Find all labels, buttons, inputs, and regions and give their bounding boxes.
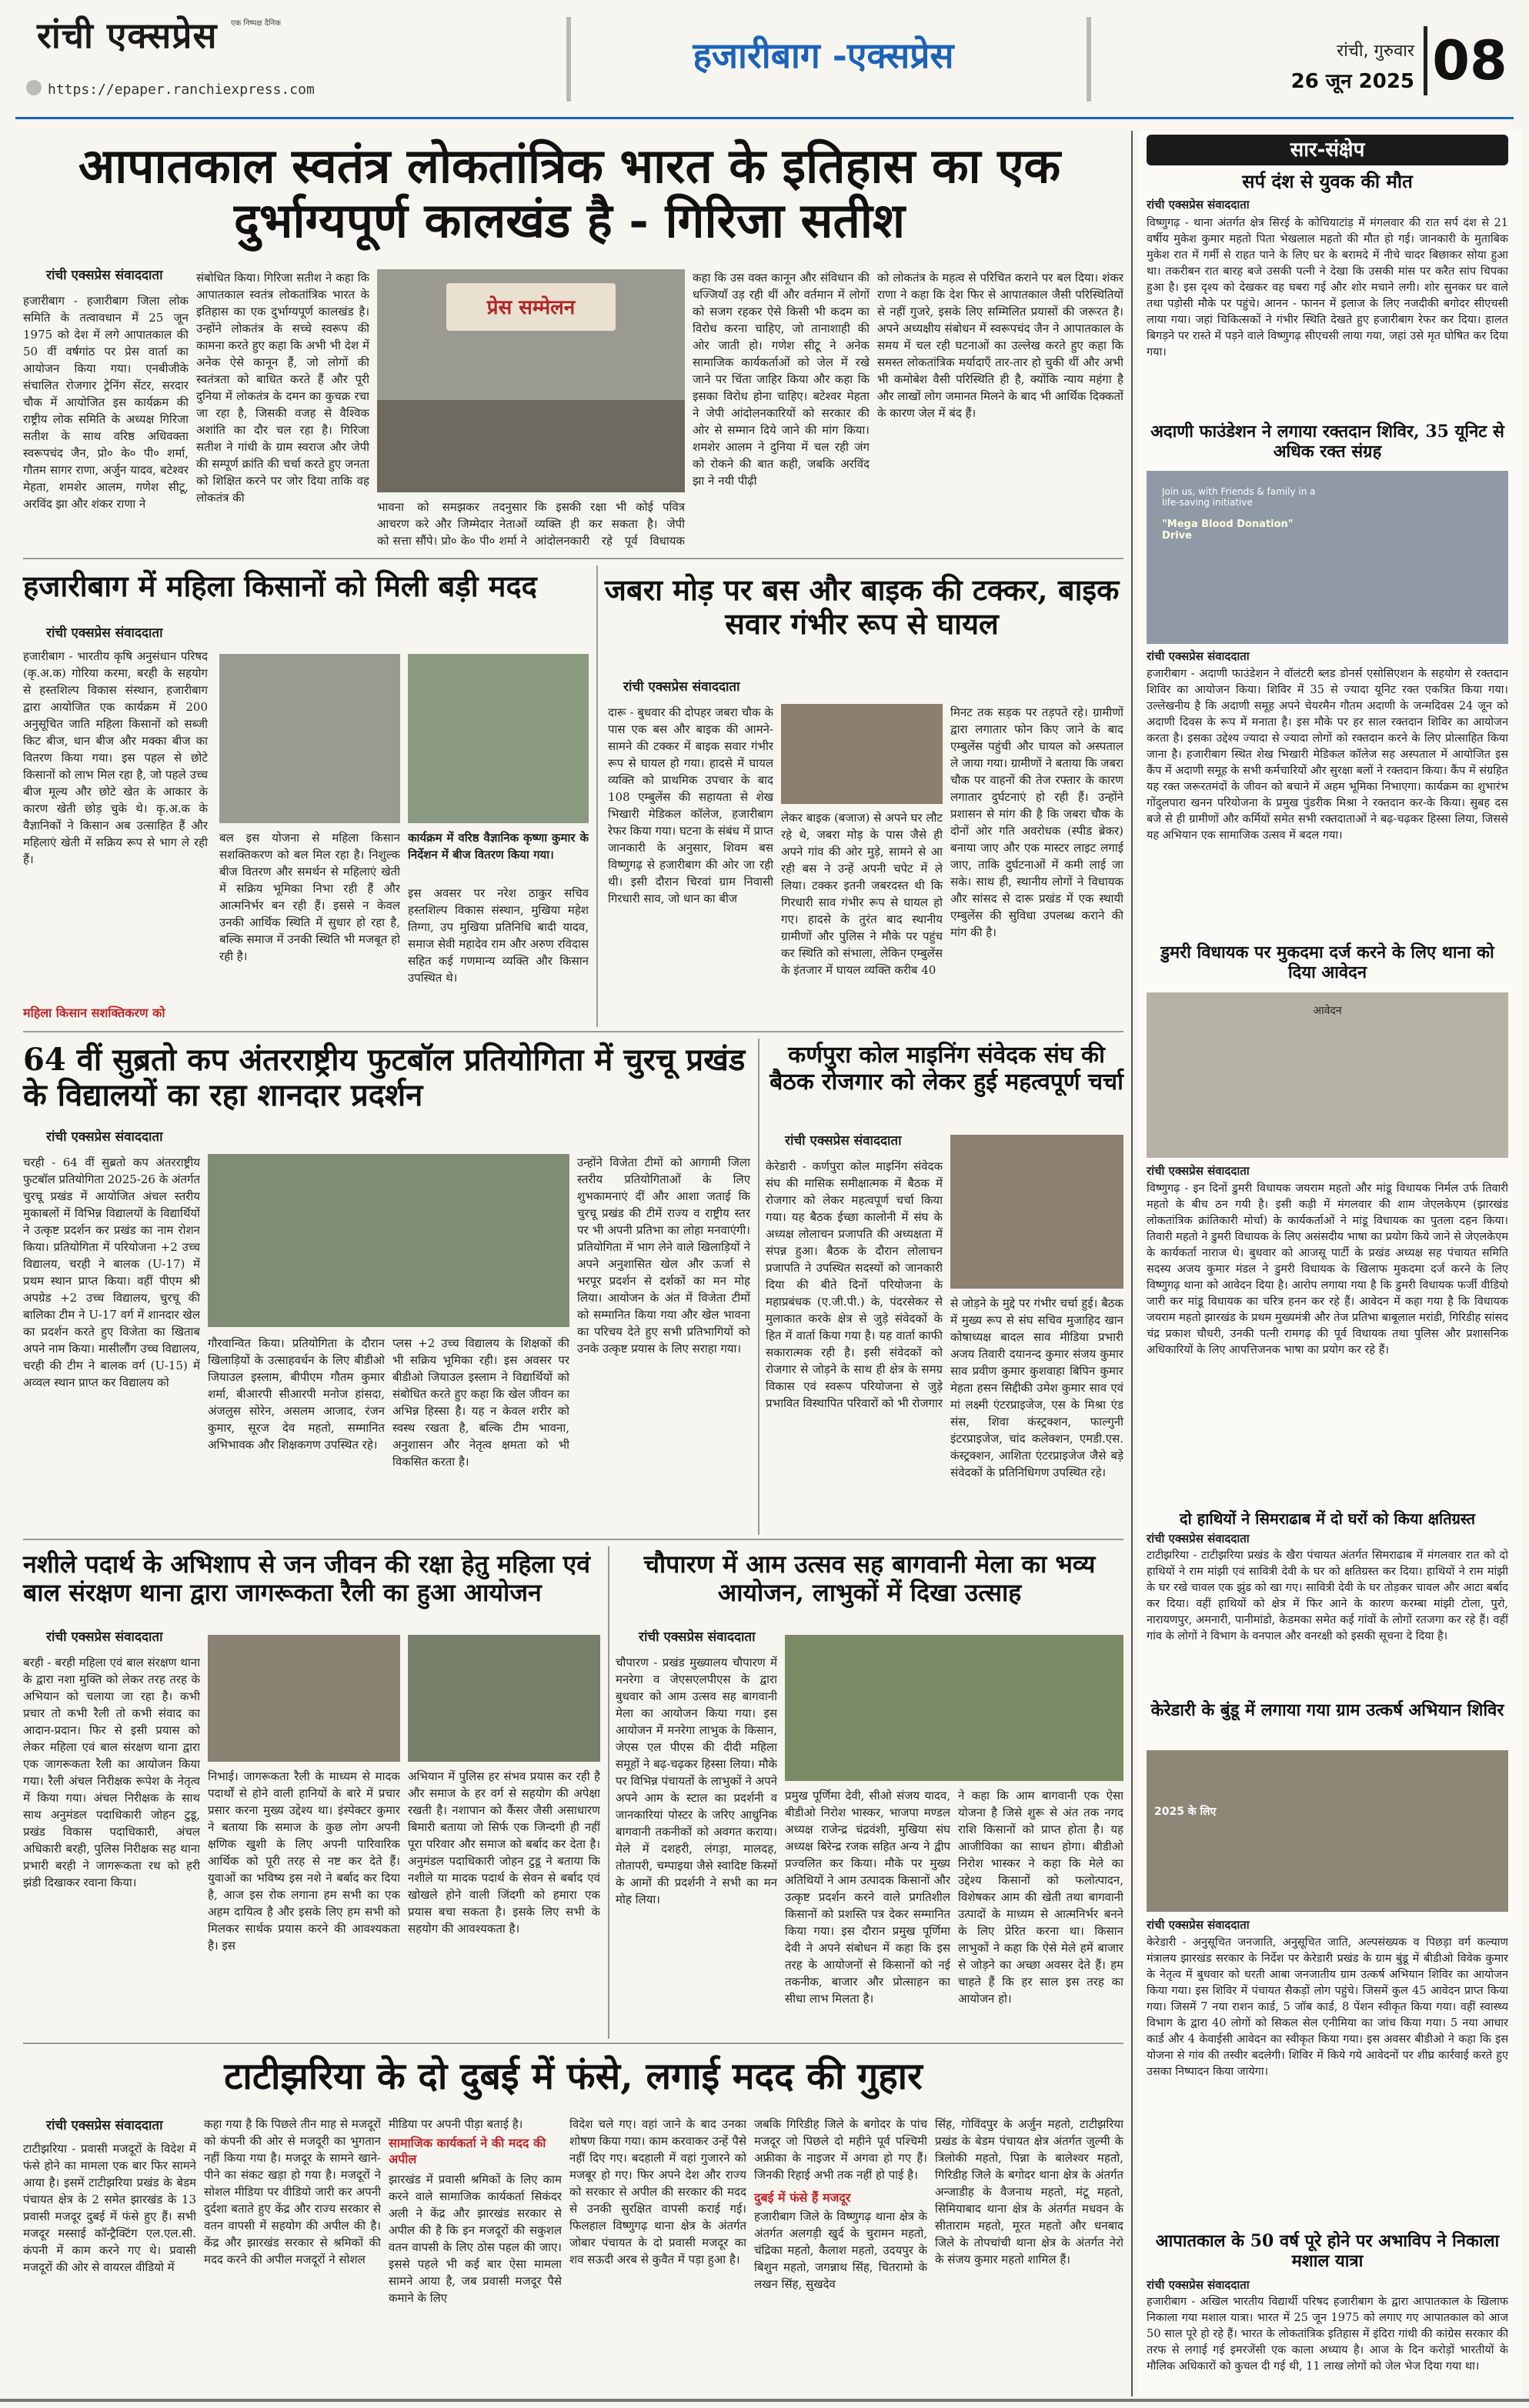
dubai-col-6: सिंह, गोविंदपुर के अर्जुन महतो, टाटीझरिया प्रखंड के बेडम पंचायत क्षेत्र अंतर्गत जुल्मी के त्रिलोकी महतो, पिन्ना के बालेश्वर महतो, गिरिडीह जिले के बगोदर थाना क्षेत्र के अंतर्गत अन्जाडीह के वैजनाथ महतो, मंटू महतो, सिमियाबाद थाना क्षेत्र के अंतर्गत मधवन के सीताराम महतो, मूरत महतो और धनबाद जिले के तोपचांची थाना क्षेत्र के अंतर्गत नेरो के संजय कुमार महतो शामिल हैं। <box>935 2117 1123 2266</box>
adani-body: हजारीबाग - अदाणी फाउंडेशन ने वॉलंटरी ब्लड डोनर्स एसोसिएशन के सहयोग से रक्तदान शिविर का आयोजन किया। शिविर में 35 से ज्यादा यूनिट रक्त एकत्रित किया गया। उल्लेखनीय है कि अदाणी समूह अपने चेयरमैन गौतम अदाणी के जन्मदिवस 24 जून को अदाणी दिवस के रूप में मनाता है। इस मौके पर हर साल रक्तदान शिविर का आयोजन करता है। इसका उद्देश्य ज्यादा से ज्यादा लोगों को रक्तदान करने के लिए प्रोत्साहित किया जाना है। हजारीबाग स्थित शेख भिखारी मेडिकल कॉलेज सह अस्पताल में आयोजित इस कैंप में अदाणी समूह के सभी कर्मचारियों और सुरक्षा बलों ने रक्तदान किया। कैंप में संग्रहित यह रक्त जरूरतमंदों के जीवन को बचाने में अहम भूमिका निभाएगा। कार्यक्रम का शुभारंभ गोंदुलपारा खनन परियोजना के प्रमुख पुंडरीक मिश्रा ने रक्तदान कर-के किया। सुबह दस बजे से ही ग्रामीणों और कर्मियों समेत सभी रक्तदाताओं ने बढ़-चढ़कर हिस्सा लिया, जिससे यह अभियान एक सामाजिक उत्सव में बदल गया। <box>1147 668 1508 842</box>
farmers-photo-1 <box>219 654 400 823</box>
coal-byline: रांची एक्सप्रेस संवाददाता <box>785 1133 902 1149</box>
farmers-photo-2 <box>408 654 589 823</box>
farmers-col-2: बल इस योजना से महिला किसान सशक्तिकरण को बल मिल रहा है। निशुल्क बीज वितरण और समर्थन से महिलाएं खेती में सक्रिय भूमिका निभा रही हैं और आत्मनिर्भर बन रही हैं। इससे न केवल उनकी आर्थिक स्थिति में सुधार हो रहा है, बल्कि समाज में उनकी स्थिति भी मजबूत हो रही है। <box>219 831 400 963</box>
dubai-col-3: मीडिया पर अपनी पीड़ा बताई है। <box>389 2117 523 2131</box>
mela-col-1: चौपारण - प्रखंड मुख्यालय चौपारण में मनरेगा व जेएसएलपीएस के द्वारा बुधवार को आम उत्सव सह बागवानी मेला का आयोजन किया गया। इस आयोजन में मनरेगा लाभुक के किसान, जेएस एल पीएस की दीदी महिला समूहों ने बढ़-चढ़कर हिस्सा लिया। मौके पर विभिन्न पंचायतों के लाभुकों ने अपने अपने आम के स्टाल का प्रदर्शनी व जानकारियां पोस्टर के जरिए आधुनिक बागवानी तकनीकों को अवगत कराया। मेले में दशहरी, लंगड़ा, मालदह, तोतापरी, चम्पाइया जैसे स्वादिष्ट किस्मों के आमों की प्रदर्शनी ने सभी का मन मोह लिया। <box>616 1656 777 1906</box>
farmers-col-1: हजारीबाग - भारतीय कृषि अनुसंधान परिषद (कृ.अ.क) गोरिया करमा, बरही के सहयोग से हस्तशिल्प विकास संस्थान, हजारीबाग द्वारा आयोजित एक कार्यक्रम में 200 अनुसूचित जाति महिला किसानों को सब्जी किट बीज, धान बीज और मक्का बीज का वितरण किया गया। इस पहल से छोटे किसानों को लाभ मिल रहा है, जो पहले उच्च बीज मूल्य और छोटे खेत के आकार के कारण खेती छोड़ चुके थे। कृ.अ.क के वैज्ञानिकों ने किसान अब उत्साहित हैं और महिलाएं खेती में सक्रिय रूप से भाग ले रही हैं। <box>23 649 208 866</box>
lead-col-2: संबोधित किया। गिरिजा सतीश ने कहा कि आपातकाल स्वतंत्र लोकतांत्रिक भारत के इतिहास का एक दुर्भाग्यपूर्ण कालखंड है। उन्होंने लोकतंत्र के सच्चे स्वरूप की कामना करते हुए कहा कि अभी भी देश में अनेक ऐसे कानून हैं, जो लोगों की स्वतंत्रता को बाधित करते हैं और पूरी दुनिया में लोकतंत्र के दमन का कुचक्र रचा जा रहा है, जिसकी वजह से वैश्विक अशांति का दौर चल रहा है। गिरिजा सतीश ने गांधी के ग्राम स्वराज और जेपी की सम्पूर्ण क्रांति की चर्चा करते हुए जनता को शिक्षित करने पर जोर दिया ताकि वह लोकतंत्र की <box>196 271 369 505</box>
snake-byline: रांची एक्सप्रेस संवाददाता <box>1147 198 1250 212</box>
dubai-subhead-2: दुबई में फंसे हैं मजदूर <box>754 2190 851 2205</box>
lead-byline: रांची एक्सप्रेस संवाददाता <box>46 268 163 283</box>
dateline-city: रांची, गुरुवार <box>1337 42 1414 61</box>
keredari-photo <box>1147 1750 1508 1912</box>
adani-byline: रांची एक्सप्रेस संवाददाता <box>1147 649 1250 663</box>
adani-photo-text: Join us, with Friends & family in a life-saving initiative <box>1162 486 1316 508</box>
accident-col-1: दारू - बुधवार की दोपहर जबरा चौक के पास एक बस और बाइक की आमने-सामने की टक्कर में बाइक सवार गंभीर रूप से घायल हो गया। हादसे में घायल व्यक्ति को प्राथमिक उपचार के बाद 108 एम्बुलेंस की सहायता से शेख भिखारी मेडिकल कॉलेज, हजारीबाग रेफर किया गया। घटना के संबंध में प्राप्त जानकारी के अनुसार, शिवम बस विष्णुगढ़ से हजारीबाग की ओर जा रही थी। इसी दौरान चिरवां ग्राम निवासी गिरधारी साव, जो धान का बीज <box>608 705 773 906</box>
elephant-byline: रांची एक्सप्रेस संवाददाता <box>1147 1532 1250 1546</box>
dumri-body: विष्णुगढ़ - इन दिनों डुमरी विधायक जयराम महतो और मांडू विधायक निर्मल उर्फ तिवारी महतो के बीच ठन गयी है। इसी कड़ी में मंगलवार की शाम जेएलकेएम (झारखंड लोकतांत्रिक क्रांतिकारी मोर्चा) के कार्यकर्ताओं ने मांडू विधायक का पुतला दहन किया। तिवारी महतो ने डुमरी विधायक के लिए असंसदीय भाषा का प्रयोग किये जाने से जेएलकेएम के कार्यकर्ता नाराज थे। बुधवार को आजसू पार्टी के प्रखंड अध्यक्ष सह पंचायत समिति सदस्य अजय कुमार मंडल ने डुमरी विधायक के खिलाफ मुकदमा दर्ज करने के लिए विष्णुगढ़ थाना को आवेदन दिया है। आरोप लगाया गया है कि डुमरी विधायक फर्जी वीडियो जारी कर मांडू विधायक का चरित्र हनन कर रहे हैं। आवेदन में कहा गया है कि विधायक जयराम महतो झारखंड के प्रथम मुख्यमंत्री और तेज प्रतिभा बाबूलाल मरांडी, गिरिडीह सांसद चंद्र प्रकाश चौधरी, उनकी पत्नी रामगढ़ की पूर्व विधायक तथा पुलिस और प्रशासनिक अधिकारियों के लिए आपत्तिजनक भाषा का प्रयोग कर रहे हैं। <box>1147 1182 1508 1356</box>
lead-col-3: भावना को समझकर तदनुसार आचरण करे और जिम्मेदार नेताओं को सत्ता सौंपे। प्रो० के० पी० शर्मा ने <box>377 500 527 548</box>
photo-banner-text: प्रेस सम्मेलन <box>486 296 576 319</box>
mela-col-2: प्रमुख पूर्णिमा देवी, सीओ संजय यादव, बीडीओ निरोश भास्कर, भाजपा मण्डल अध्यक्ष राजेन्द्र चंद्रवंशी, मुखिया संघ अध्यक्ष बिरेन्द्र रजक सहित अन्य ने द्वीप प्रज्वलित कर किया। मौके पर मुख्य अतिथियों ने आम उत्पादक किसानों और उत्कृष्ट प्रदर्शन करने वाले प्रगतिशील किसानों को प्रशस्ति पत्र देकर सम्मानित किया गया। इस दौरान प्रमुख पूर्णिमा देवी ने अपने संबोधन में कहा कि इस तरह के आयोजनों से किसानों को नई तकनीक, बाजार और प्रोत्साहन का सीधा लाभ मिलता है। <box>785 1789 950 2006</box>
snake-body: विष्णुगढ़ - थाना अंतर्गत क्षेत्र सिरई के कोचियाटांड़ में मंगलवार की रात सर्प दंश से 21 वर्षीय मुकेश कुमार महतो पिता भेखलाल महतो की मौत हो गई। जानकारी के मुताबिक मुकेश रात में गर्मी से राहत पाने के लिए घर के बरामदे में नीचे चादर बिछाकर सोया हुआ था। तकरीबन रात बारह बजे उसकी पत्नी ने देखा कि उसकी मांस पर करैत सांप चिपका हुआ है। इस दृश्य को देखकर वह घबरा गई और शोर मचाने लगी। शोर सुनकर घर वाले तथा पड़ोसी मौके पर पहुंचे। आनन - फानन में इलाज के लिए नजदीकी बगोदर सीएचसी लाया गया। जहां चिकित्सकों ने गंभीर स्थिति देखते हुए हजारीबाग रेफर कर दिया। हालत बिगड़ने पर रास्ते में पड़ने वाले विष्णुगढ़ सीएचसी लाया गया, जहां उसे मृत घोषित कर दिया गया। <box>1147 217 1508 359</box>
emergency-body: हजारीबाग - अखिल भारतीय विद्यार्थी परिषद हजारीबाग के द्वारा आपातकाल के खिलाफ निकाला गया मशाल यात्रा। भारत में 25 जून 1975 को लगाए गए आपातकाल को आज 50 साल पूरे हो रहे हैं। भारत के लोकतांत्रिक इतिहास में इंदिरा गांधी की कांग्रेस सरकार की तरफ से लगाई गई इमरजेंसी एक काला अध्याय है। आज के दिन करोड़ों भारतीयों के मौलिक अधिकारों को कुचल दी गई थी, 11 लाख लोगों को जेल भेज दिया गया था। <box>1147 2296 1508 2373</box>
football-col-3: प्लस +2 उच्च विद्यालय के शिक्षकों की भी सक्रिय भूमिका रही। इस अवसर पर बीडीओ जियाउल इस्लाम ने विद्यार्थियों को संबोधित करते हुए कहा कि खेल जीवन का अभिन्न हिस्सा है। यह न केवल शरीर को स्वस्थ रखता है, बल्कि टीम भावना, अनुशासन और नेतृत्व क्षमता को भी विकसित करता है। <box>392 1336 569 1469</box>
farmers-col-3: इस अवसर पर नरेश ठाकुर सचिव हस्तशिल्प विकास संस्थान, मुखिया महेश तिग्गा, उप मुखिया प्रतिनिधि बादी यादव, समाज सेवी महादेव राम और अरुण रविदास सहित कई गणमान्य व्यक्ति और किसान उपस्थित थे। <box>408 886 589 985</box>
accident-photo <box>781 704 943 804</box>
dubai-col-5: जबकि गिरिडीह जिले के बगोदर के पांच मजदूर जो पिछले दो महीने पूर्व पश्चिमी अफ्रीका के नाइजर में अगवा हो गए हैं। जिनकी रिहाई अभी तक नहीं हो पाई है। <box>754 2117 927 2182</box>
dubai-headline: टाटीझरिया के दो दुबई में फंसे, लगाई मदद की गुहार <box>224 2055 923 2098</box>
divider <box>23 558 1123 559</box>
dumri-headline: डुमरी विधायक पर मुकदमा दर्ज करने के लिए थाना को दिया आवेदन <box>1160 942 1494 983</box>
sidebar-title: सार-संक्षेप <box>1147 135 1508 165</box>
coal-col-1: केरेडारी - कर्णपुरा कोल माइनिंग संवेदक संघ की मासिक समीक्षात्मक में बैठक में रोजगार को लेकर महत्वपूर्ण चर्चा किया गया। यह बैठक ईच्छा कालोनी में संघ के अध्यक्ष लोलाचन प्रजापति की अध्यक्षता में संपन्न हुआ। बैठक के दौरान लोलाचन प्रजापति ने उपस्थित सदस्यों को जानकारी दिया की बीते दिनों परियोजना के महाप्रबंधक (ए.जी.पी.) के, पंदरसेकर से मुलाकात करके क्षेत्र से जुड़े संवेदकों के हित में वार्ता किया गया है। यह वार्ता काफी सकारात्मक रही है। इसी संवेदकों को रोजगार से जोड़ने के साथ ही क्षेत्र के समग्र विकास एवं स्वरूप परियोजना से जुड़े प्रभावित विस्थापित परिवारों को भी रोजगार <box>766 1159 943 1410</box>
accident-col-2: लेकर बाइक (बजाज) से अपने घर लौट रहे थे, जबरा मोड़ के पास जैसे ही अपने गांव की ओर मुड़े, सामने से आ रही बस ने उन्हें अपनी चपेट में ले लिया। टक्कर इतनी जबरदस्त थी कि गिरधारी साव गंभीर रूप से घायल हो गए। हादसे के तुरंत बाद स्थानीय ग्रामीणों और पुलिस ने मौके पर पहुंच कर स्थिति को संभाला, लेकिन एम्बुलेंस के इंतजार में घायल व्यक्ति करीब 40 <box>781 811 943 977</box>
awareness-col-2: निभाई। जागरूकता रैली के माध्यम से मादक पदार्थों से होने वाली हानियों के बारे में प्रचार प्रसार करना मुख्य उद्देश्य था। इंस्पेक्टर कुमार ने बताया कि समाज के कुछ लोग अपनी क्षणिक खुशी के लिए अपनी पारिवारिक आर्थिक को पूरी तरह से नष्ट कर देते हैं। युवाओं का भविष्य इस नशे ने बर्बाद कर दिया है, आज इस रोक लगाना हम सभी का एक अहम दायित्व है और इसके लिए हम सभी को मिलकर सार्थक प्रयास करने की आवश्यकता है। इस <box>208 1769 400 1953</box>
awareness-col-3: अभियान में पुलिस हर संभव प्रयास कर रही है और समाज के हर वर्ग से सहयोग की अपेक्षा रखती है। नशापान को कैंसर जैसी असाधारण बिमारी बताया जो सिर्फ एक जिन्दगी ही नहीं पूरा परिवार और समाज को बर्बाद कर देता है। अनुमंडल पदाधिकारी जोहन टुडू ने बताया कि नशीले या मादक पदार्थ के सेवन से बर्बाद एवं खोखले होने वाली जिंदगी को हमारा एक प्रयास बचा सकता है। इसके लिए सभी के सहयोग की आवश्यकता है। <box>408 1769 600 1936</box>
dumri-photo <box>1147 992 1508 1158</box>
emergency-byline: रांची एक्सप्रेस संवाददाता <box>1147 2278 1250 2292</box>
lead-col-4: कि इसकी रक्षा भी कोई पवित्र व्यक्ति ही कर सकता है। जेपी आंदोलनकारी रहे पूर्व विधायक <box>535 500 685 548</box>
football-col-1: चरही - 64 वीं सुब्रतो कप अंतरराष्ट्रीय फुटबॉल प्रतियोगिता 2025-26 के अंतर्गत चुरचू प्रखंड में आयोजित अंचल स्तरीय मुकाबलों में विभिन्न विद्यालयों के विद्यार्थियों ने उत्कृष्ट प्रदर्शन कर प्रखंड का नाम रोशन किया। प्रतियोगिता में परियोजना +2 उच्च विद्यालय, चरही ने बालक (U-17) में प्रथम स्थान प्राप्त किया। वहीं पीएम श्री अपग्रेड +2 उच्च विद्यालय, चुरचू की बालिका टीम ने U-17 वर्ग में शानदार खेल का प्रदर्शन करते हुए विजेता का खिताब अपने नाम किया। मासीलौंग उच्च विद्यालय, चरही की टीम ने बालक वर्ग (U-15) में अव्वल स्थान प्राप्त कर विद्यालय को <box>23 1156 200 1389</box>
dubai-col-4: विदेश चले गए। वहां जाने के बाद उनका शोषण किया गया। काम करवाकर उन्हें पैसे नहीं दिए गए। बदहाली में वहां गुजारने को मजबूर हो गए। फिर अपने देश और राज्य को सरकार से अपील की सरकार की मदद से उनकी सुरक्षित वापसी कराई गई। फिलहाल विष्णुगढ़ थाना क्षेत्र के अंतर्गत जोबार पंचायत के दो प्रवासी मजदूर का शव सऊदी अरब से कुवैत में पड़ा हुआ है। <box>569 2117 746 2266</box>
farmers-tag: महिला किसान सशक्तिकरण को <box>23 1006 165 1020</box>
coal-col-2: से जोड़ने के मुद्दे पर गंभीर चर्चा हुई। बैठक में मुख्य रूप से संघ सचिव मुजाहिद खान कोषाध्यक्ष बादल साव मीडिया प्रभारी अजय तिवारी दयानन्द कुमार संजय कुमार साव प्रवीण कुमार कुशवाहा बिपिन कुमार मेहता हसन सिद्दीकी उमेश कुमार साव एवं मां लक्ष्मी एंटरप्राइजेज, एस के मिश्रा एंड संस, शिवा कंस्ट्रक्शन, फाल्गुनी इंटरप्राइजेज, चांद कलेक्शन, एमडी.एस. कंस्ट्रक्शन, आशिता एंटरप्राइजेज जैसे बड़े संवेदकों के प्रतिनिधिगण उपस्थित रहे। <box>950 1296 1123 1479</box>
keredari-photo-text: 2025 के लिए <box>1154 1806 1217 1818</box>
keredari-headline: केरेडारी के बुंडू में लगाया गया ग्राम उत्कर्ष अभियान शिविर <box>1150 1700 1504 1720</box>
dubai-col-1: टाटीझरिया - प्रवासी मजदूरों के विदेश में फंसे होने का मामला एक बार फिर सामने आया है। इसमें टाटीझरिया प्रखंड के बेडम पंचायत क्षेत्र के 2 समेत झारखंड के 13 प्रवासी मजदूर दुबई में फंसे हुए हैं। सभी मजदूर मस्साई कॉन्ट्रैक्टिंग एल.एल.सी. कंपनी में काम करने गए थे। प्रवासी मजदूरों की ओर से वायरल वीडियो में <box>23 2142 196 2274</box>
accident-byline: रांची एक्सप्रेस संवाददाता <box>623 679 740 695</box>
emergency-headline: आपातकाल के 50 वर्ष पूरे होने पर अभाविप ने निकाला मशाल यात्रा <box>1155 2231 1500 2272</box>
farmers-photo-caption: कार्यक्रम में वरिष्ठ वैज्ञानिक कृष्णा कुमार के निर्देशन में बीज वितरण किया गया। <box>408 831 589 862</box>
farmers-byline: रांची एक्सप्रेस संवाददाता <box>46 625 163 641</box>
football-col-2: गौरवान्वित किया। प्रतियोगिता के दौरान खिलाड़ियों के उत्साहवर्धन के लिए बीडीओ जियाउल इस्लाम, बीपीएम गौतम कुमार शर्मा, बीआरपी सीआरपी मनोज हांसदा, अंजलुस सोरेन, असलम आजाद, रंजन कुमार, सूरज देव महतो, सम्मानित अभिभावक और शिक्षकगण उपस्थित रहे। <box>208 1336 385 1452</box>
accident-headline: जबरा मोड़ पर बस और बाइक की टक्कर, बाइक सवार गंभीर रूप से घायल <box>604 572 1120 641</box>
dubai-col-3b: झारखंड में प्रवासी श्रमिकों के लिए काम करने वाले सामाजिक कार्यकर्ता सिकंदर अली ने केंद्र और झारखंड सरकार से अपील की है कि इन मजदूरों की सकुशल वतन वापसी के लिए ठोस पहल की जाए। इससे पहले भी कई बार ऐसा मामला सामने आया है, जब प्रवासी मजदूर पैसे कमाने के लिए <box>389 2173 562 2305</box>
dateline-date: 26 जून 2025 <box>1290 70 1414 93</box>
coal-headline: कर्णपुरा कोल माइनिंग संवेदक संघ की बैठक रोजगार को लेकर हुई महत्वपूर्ण चर्चा <box>770 1042 1123 1096</box>
accident-col-3: मिनट तक सड़क पर तड़पते रहे। ग्रामीणों द्वारा लगातार फोन किए जाने के बाद एम्बुलेंस पहुंची और घायल को अस्पताल ले जाया गया। ग्रामीणों ने बताया कि जबरा चौक पर वाहनों की तेज रफ्तार के कारण लगातार दुर्घटनाएं हो रही हैं। उन्होंने प्रशासन से मांग की है कि जबरा चौक के दोनों ओर गति अवरोधक (स्पीड ब्रेकर) बनाया जाए और एक मास्टर लाइट लगाई जाए, ताकि दुर्घटनाओं में कमी लाई जा सके। साथ ही, स्थानीय लोगों ने विधायक और सांसद से दारू प्रखंड में एक स्थायी एम्बुलेंस की सुविधा उपलब्ध कराने की मांग की है। <box>950 705 1123 939</box>
football-byline: रांची एक्सप्रेस संवाददाता <box>46 1129 163 1145</box>
newspaper-logo: रांची एक्सप्रेस <box>37 15 218 56</box>
masthead <box>0 0 1529 115</box>
football-col-4: उन्होंने विजेता टीमों को आगामी जिला स्तरीय प्रतियोगिताओं के लिए शुभकामनाएं दीं और आशा जताई कि चुरचू प्रखंड की टीमें राज्य व राष्ट्रीय स्तर पर भी अपनी प्रतिभा का लोहा मनवाएंगी। प्रतियोगिता में भाग लेने वाले खिलाड़ियों ने अपने अनुशासित खेल और ऊर्जा से भरपूर प्रदर्शन से दर्शकों का मन मोह लिया। आयोजन के अंत में विजेता टीमों को सम्मानित किया गया और खेल भावना का परिचय देते हुए सभी प्रतिभागियों को उनके उत्कृष्ट प्रयास के लिए सराहा गया। <box>577 1156 750 1356</box>
logo-tagline: एक निष्पक्ष दैनिक <box>231 19 281 28</box>
dumri-byline: रांची एक्सप्रेस संवाददाता <box>1147 1164 1250 1178</box>
divider <box>758 1039 759 1535</box>
keredari-byline: रांची एक्सप्रेस संवाददाता <box>1147 1918 1250 1932</box>
dubai-col-5b: हजारीबाग जिले के विष्णुगढ़ थाना क्षेत्र के अंतर्गत अलगड़ी खुर्द के चुरामन महतो, चंद्रिका महतो, कैलाश महतो, उदयपुर के बिशुन महतो, जगन्नाथ सिंह, चितरामो के लखन सिंह, सुखदेव <box>754 2210 927 2291</box>
adani-headline: अदाणी फाउंडेशन ने लगाया रक्तदान शिविर, 35 यूनिट से अधिक रक्त संग्रह <box>1150 422 1504 462</box>
divider <box>596 565 598 1027</box>
lead-col-5: कहा कि उस वक्त कानून और संविधान की धज्जियाँ उड़ रही थीं और वर्तमान में लोगों को सजग रहकर ऐसे किसी भी कदम का विरोध करना चाहिए, जो तानाशाही की ओर जाती हो। गणेश सीटू ने अनेक सामाजिक कार्यकर्ताओं को जेल में रखे जाने पर चिंता जाहिर किया और कहा कि इसका विरोध होना चाहिए। बटेश्वर मेहता ने जेपी आंदोलनकारियों को सरकार की ओर से सम्मान दिये जाने की मांग किया। शमशेर आलम ने दुनिया में चल रही जंग को रोकने की बात कही, जबकि अरविंद झा ने नयी पीढ़ी <box>693 271 870 488</box>
awareness-headline: नशीले पदार्थ के अभिशाप से जन जीवन की रक्षा हेतु महिला एवं बाल संरक्षण थाना द्वारा जागरूकता रैली का हुआ आयोजन <box>23 1549 591 1607</box>
table-icon <box>377 400 685 492</box>
divider <box>23 1539 1123 1540</box>
snake-headline: सर्प दंश से युवक की मौत <box>1242 170 1413 192</box>
divider <box>23 1031 1123 1032</box>
mela-headline: चौपारण में आम उत्सव सह बागवानी मेला का भव्य आयोजन, लाभुकों में दिखा उत्साह <box>643 1549 1096 1607</box>
mela-byline: रांची एक्सप्रेस संवाददाता <box>639 1629 756 1645</box>
lead-col-6: को लोकतंत्र के महत्व से परिचित कराने पर बल दिया। शंकर राणा ने कहा कि देश फिर से आपातकाल जैसी परिस्थितियों से नहीं गुजरे, इसके लिए सम्मिलित प्रयासों की जरूरत है। अपने अध्यक्षीय संबोधन में स्वरूपचंद जैन ने आपातकाल के समय में चल रही घटनाओं का उल्लेख करते हुए कहा कि समस्त लोकतांत्रिक मर्यादाएँ तार-तार हो चुकी थीं और अभी भी कमोबेश वैसी परिस्थिति ही है, क्योंकि न्याय महंगा है और लाखों लोग जमानत मिलने के बाद भी आर्थिक दिक्कतों के कारण जेल में बंद हैं। <box>877 271 1123 420</box>
lead-headline: आपातकाल स्वतंत्र लोकतांत्रिक भारत के इतिहास का एक दुर्भाग्यपूर्ण कालखंड है - गिरिजा सतीश <box>78 138 1061 249</box>
awareness-byline: रांची एक्सप्रेस संवाददाता <box>46 1629 163 1645</box>
elephant-headline: दो हाथियों ने सिमराढाब में दो घरों को किया क्षतिग्रस्त <box>1179 1509 1476 1528</box>
masthead-rule <box>15 117 1514 119</box>
awareness-photo-1 <box>208 1635 400 1762</box>
dubai-subhead-1: सामाजिक कार्यकर्ता ने की मदद की अपील <box>389 2136 546 2166</box>
coal-photo <box>950 1135 1123 1289</box>
dubai-byline: रांची एक्सप्रेस संवाददाता <box>46 2118 163 2133</box>
awareness-photo-2 <box>408 1635 600 1762</box>
awareness-col-1: बरही - बरही महिला एवं बाल संरक्षण थाना के द्वारा नशा मुक्ति को लेकर तरह तरह के अभियान को चलाया जा रहा है। कभी प्रचार तो कभी रैली तो कभी संवाद का आदान-प्रदान। फिर से इसी प्रयास को लेकर महिला एवं बाल संरक्षण थाना द्वारा एक जागरूकता रैली का आयोजन किया गया। रैली अंचल निरीक्षक रूपेश के नेतृत्व में किया गया। अंचल निरीक्षक के साथ साथ अनुमंडल पदाधिकारी जोहन टुडू, प्रखंड विकास पदाधिकारी, अंचल अधिकारी बरही, पुलिस निरीक्षक सह थाना प्रभारी बरही ने जागरूकता रथ को हरी झंडी दिखाकर रवाना किया। <box>23 1656 200 1889</box>
dubai-col-2: कहा गया है कि पिछले तीन माह से मजदूरों को कंपनी की ओर से मजदूरी का भुगतान नहीं किया गया है। मजदूर के सामने खाने-पीने का संकट खड़ा हो गया है। मजदूरों ने सोशल मीडिया पर वीडियो जारी कर अपनी दुर्दशा बताते हुए केंद्र और राज्य सरकार से वतन वापसी में सहयोग की अपील की है। केंद्र और झारखंड सरकार से श्रमिकों की मदद करने की अपील मजदूरों ने सोशल <box>204 2117 381 2266</box>
lead-col-1: हजारीबाग - हजारीबाग जिला लोक समिति के तत्वावधान में 25 जून 1975 को देश में लगे आपातकाल की 50 वीं वर्षगांठ पर प्रेस वार्ता का आयोजन किया गया। एनबीजीके संचालित रोजगार ट्रेनिंग सेंटर, सरदार चौक में आयोजित इस कार्यक्रम की राष्ट्रीय लोक समिति के अध्यक्ष गिरिजा सतीश के साथ वरिष्ठ अधिवक्ता स्वरूपचंद जैन, प्रो० के० पी० शर्मा, गौतम सागर राणा, अर्जुन यादव, बटेश्वर मेहता, शमशेर आलम, गणेश सीटू, अरविंद झा और शंकर राणा ने <box>23 294 189 511</box>
divider <box>23 2043 1123 2044</box>
adani-photo <box>1147 471 1508 644</box>
dumri-photo-text: आवेदन <box>1313 1005 1342 1017</box>
mela-col-3: ने कहा कि आम बागवानी एक ऐसा योजना है जिसे शुरू से अंत तक नगद राशि किसानों को प्राप्त होता है। यह आजीविका का साधन होगा। बीडीओ निरोश भास्कर ने कहा कि मेले का उद्देश्य किसानों को फलोत्पादन, विशेषकर आम की खेती तथा बागवानी उत्पादों के माध्यम से आत्मनिर्भर बनने के लिए प्रेरित करना था। किसान लाभुकों ने कहा कि ऐसे मेले हमें बाजार से जोड़ने का अच्छा अवसर देते हैं। हम चाहते हैं कि हर साल इस तरह का आयोजन हो। <box>958 1789 1123 2006</box>
section-title: हजारीबाग -एक्सप्रेस <box>693 35 954 76</box>
press-conference-photo <box>377 269 685 492</box>
adani-photo-text-2: "Mega Blood Donation" Drive <box>1162 519 1294 542</box>
globe-icon <box>26 80 42 95</box>
elephant-body: टाटीझरिया - टाटीझरिया प्रखंड के खैरा पंचायत अंतर्गत सिमराढाब में मंगलवार रात को दो हाथियों ने राम मांझी एवं सावित्री देवी के घर को क्षतिग्रस्त कर दिया। हाथियों ने राम मांझी के घर रखे चावल एक झुंड को खा गए। सावित्री देवी के घर तोड़कर चावल और आटा बर्बाद कर दिया। वहीं हाथियों को क्षेत्र में फिर आने के कारण करम्बा मांझी टोला, पुरो, नारायणपुर, अमनारी, पानीमांडो, केडमका समेत कई गांवों के लोगों रतजगा कर रहे हैं। वहीं गांव के लोगों ने विभाग के वनपाल और वनरक्षी को इसकी सूचना दे दिया है। <box>1147 1549 1508 1643</box>
keredari-body: केरेडारी - अनुसूचित जनजाति, अनुसूचित जाति, अल्पसंख्यक व पिछड़ा वर्ग कल्याण मंत्रालय झारखंड सरकार के निर्देश पर केरेडारी प्रखंड के ग्राम बुंडू में बीडीओ विवेक कुमार के नेतृत्व में बुधवार को धरती आबा जनजातीय ग्राम उत्कर्ष अभियान शिविर का आयोजन किया गया। इस शिविर में पंचायत सैकड़ों लोग पहुंचे। जिसमें कुल 45 आवेदन प्राप्त किया गया। जिसमें 7 नया राशन कार्ड, 5 जॉब कार्ड, 8 पेंशन स्वीकृत किया गया। वहीं स्वास्थ्य विभाग के द्वारा 40 लोगों को सिकल सेल एनीमिया का जांच किया गया। 5 नया आधार कार्ड और 4 केवाईसी आवेदन का स्वीकृत किया गया। इस अवसर बीडीओ ने कहा कि इस योजना से गांव की तस्वीर बदलेगी। शिविर में किये गये आवेदनों पर शीघ्र कार्रवाई करते हुए उसका निष्पादन किया जायेगा। <box>1147 1936 1508 2078</box>
divider <box>608 1546 609 2039</box>
farmers-headline: हजारीबाग में महिला किसानों को मिली बड़ी मदद <box>23 569 537 603</box>
footer-rule <box>0 2399 1529 2402</box>
epaper-url[interactable]: https://epaper.ranchiexpress.com <box>48 82 315 98</box>
sidebar-divider <box>1131 131 1133 2396</box>
mela-photo <box>785 1635 1123 1781</box>
football-photo <box>208 1154 569 1327</box>
page-number: 08 <box>1424 26 1512 95</box>
football-headline: 64 वीं सुब्रतो कप अंतरराष्ट्रीय फुटबॉल प्रतियोगिता में चुरचू प्रखंड के विद्यालयों का रहा शानदार प्रदर्शन <box>23 1042 746 1113</box>
